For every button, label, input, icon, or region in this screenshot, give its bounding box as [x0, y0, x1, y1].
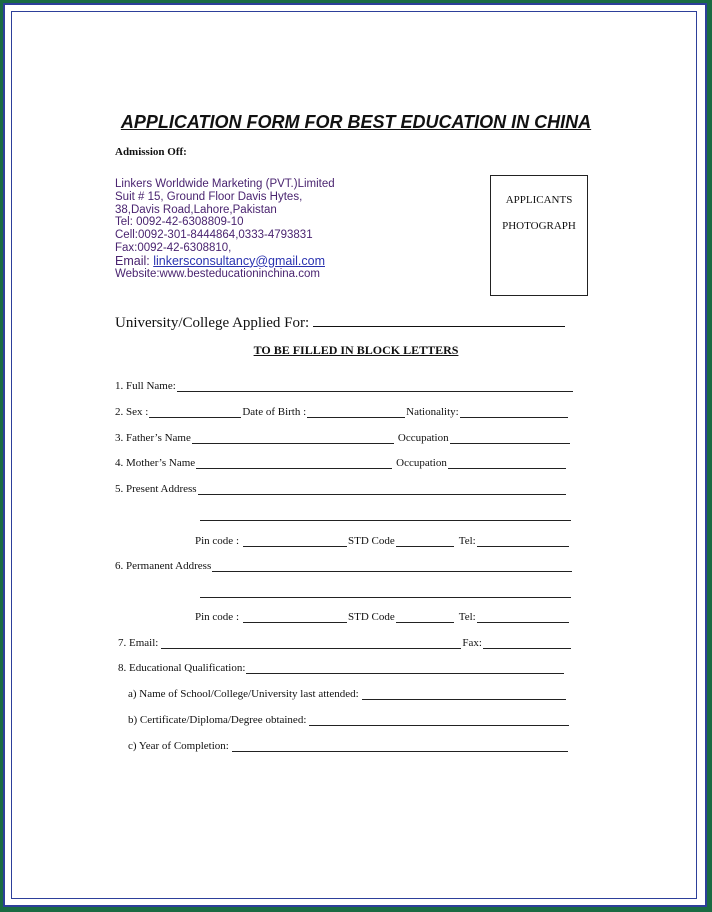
address-line-1: Suit # 15, Ground Floor Davis Hytes, — [115, 190, 303, 203]
present-address-field[interactable] — [198, 483, 566, 495]
school-label: a) Name of School/College/University last attended: — [128, 688, 359, 700]
sex-field[interactable] — [149, 406, 241, 418]
father-occupation-label: Occupation — [397, 432, 449, 444]
school-row — [128, 688, 567, 700]
father-row — [115, 432, 571, 444]
permanent-pin-row — [195, 611, 570, 623]
father-occupation-field[interactable] — [450, 432, 570, 444]
year-label: c) Year of Completion: — [128, 740, 229, 752]
applied-for-label: University/College Applied For: — [115, 315, 310, 331]
fax-number: Fax:0092-42-6308810, — [115, 241, 232, 254]
company-name: Linkers Worldwide Marketing (PVT.)Limited — [115, 178, 335, 190]
permanent-tel-field[interactable] — [477, 611, 569, 623]
block-letters-heading: TO BE FILLED IN BLOCK LETTERS — [253, 343, 459, 357]
page-frame-outer — [3, 3, 707, 907]
present-address-line-2[interactable] — [200, 520, 571, 521]
permanent-tel-label: Tel: — [458, 611, 476, 623]
education-label: 8. Educational Qualification: — [118, 662, 246, 674]
present-address-label: 5. Present Address — [115, 483, 197, 495]
cell-phone: Cell:0092-301-8444864,0333-4793831 — [115, 229, 313, 242]
contact-block — [115, 178, 335, 281]
admission-label: Admission Off: — [115, 146, 187, 158]
full-name-row — [115, 380, 574, 392]
telephone: Tel: 0092-42-6308809-10 — [115, 216, 244, 229]
page-frame-inner — [11, 11, 697, 899]
education-row — [118, 662, 565, 674]
certificate-label: b) Certificate/Diploma/Degree obtained: — [128, 714, 307, 726]
mother-occupation-field[interactable] — [448, 457, 566, 469]
mother-occupation-label: Occupation — [396, 457, 447, 469]
sex-label: 2. Sex : — [115, 406, 149, 418]
present-std-field[interactable] — [396, 535, 454, 547]
email-row — [115, 255, 335, 269]
mother-name-label: 4. Mother’s Name — [115, 457, 196, 469]
school-field[interactable] — [362, 688, 566, 700]
applicant-email-field[interactable] — [161, 637, 461, 649]
mother-row — [115, 457, 567, 469]
full-name-field[interactable] — [177, 380, 573, 392]
father-name-label: 3. Father’s Name — [115, 432, 191, 444]
photo-box[interactable] — [490, 175, 588, 296]
father-name-field[interactable] — [192, 432, 394, 444]
applied-for-field[interactable] — [313, 312, 565, 327]
year-row — [128, 740, 569, 752]
nationality-field[interactable] — [460, 406, 568, 418]
present-pin-field[interactable] — [243, 535, 347, 547]
dob-label: Date of Birth : — [242, 406, 307, 418]
photo-label-1: APPLICANTS — [505, 194, 573, 206]
education-field[interactable] — [246, 662, 564, 674]
certificate-field[interactable] — [309, 714, 569, 726]
mother-name-field[interactable] — [196, 457, 392, 469]
email-link[interactable]: linkersconsultancy@gmail.com — [153, 253, 325, 268]
present-pin-row — [195, 535, 570, 547]
nationality-label: Nationality: — [406, 406, 459, 418]
address-line-2: 38,Davis Road,Lahore,Pakistan — [115, 203, 277, 216]
permanent-address-line-2[interactable] — [200, 597, 571, 598]
permanent-address-field[interactable] — [212, 560, 572, 572]
permanent-pin-label: Pin code : — [195, 611, 239, 623]
applicant-email-label: 7. Email: — [118, 637, 159, 649]
year-field[interactable] — [232, 740, 568, 752]
present-tel-label: Tel: — [458, 535, 476, 547]
applied-for-row — [115, 312, 565, 332]
applicant-fax-field[interactable] — [483, 637, 571, 649]
applicant-fax-label: Fax: — [462, 637, 482, 649]
present-std-label: STD Code — [348, 535, 395, 547]
present-pin-label: Pin code : — [195, 535, 239, 547]
email-label: Email: — [115, 253, 154, 268]
email-fax-row — [118, 637, 572, 649]
permanent-address-row — [115, 560, 573, 572]
full-name-label: 1. Full Name: — [115, 380, 176, 392]
form-title: APPLICATION FORM FOR BEST EDUCATION IN CHINA — [120, 112, 592, 132]
present-address-row — [115, 483, 567, 495]
permanent-std-field[interactable] — [396, 611, 454, 623]
permanent-std-label: STD Code — [348, 611, 395, 623]
dob-field[interactable] — [307, 406, 405, 418]
sex-row — [115, 406, 569, 418]
photo-label-2: PHOTOGRAPH — [502, 220, 576, 232]
permanent-address-label: 6. Permanent Address — [115, 560, 212, 572]
certificate-row — [128, 714, 570, 726]
permanent-pin-field[interactable] — [243, 611, 347, 623]
present-tel-field[interactable] — [477, 535, 569, 547]
website: Website:www.besteducationinchina.com — [115, 268, 320, 281]
